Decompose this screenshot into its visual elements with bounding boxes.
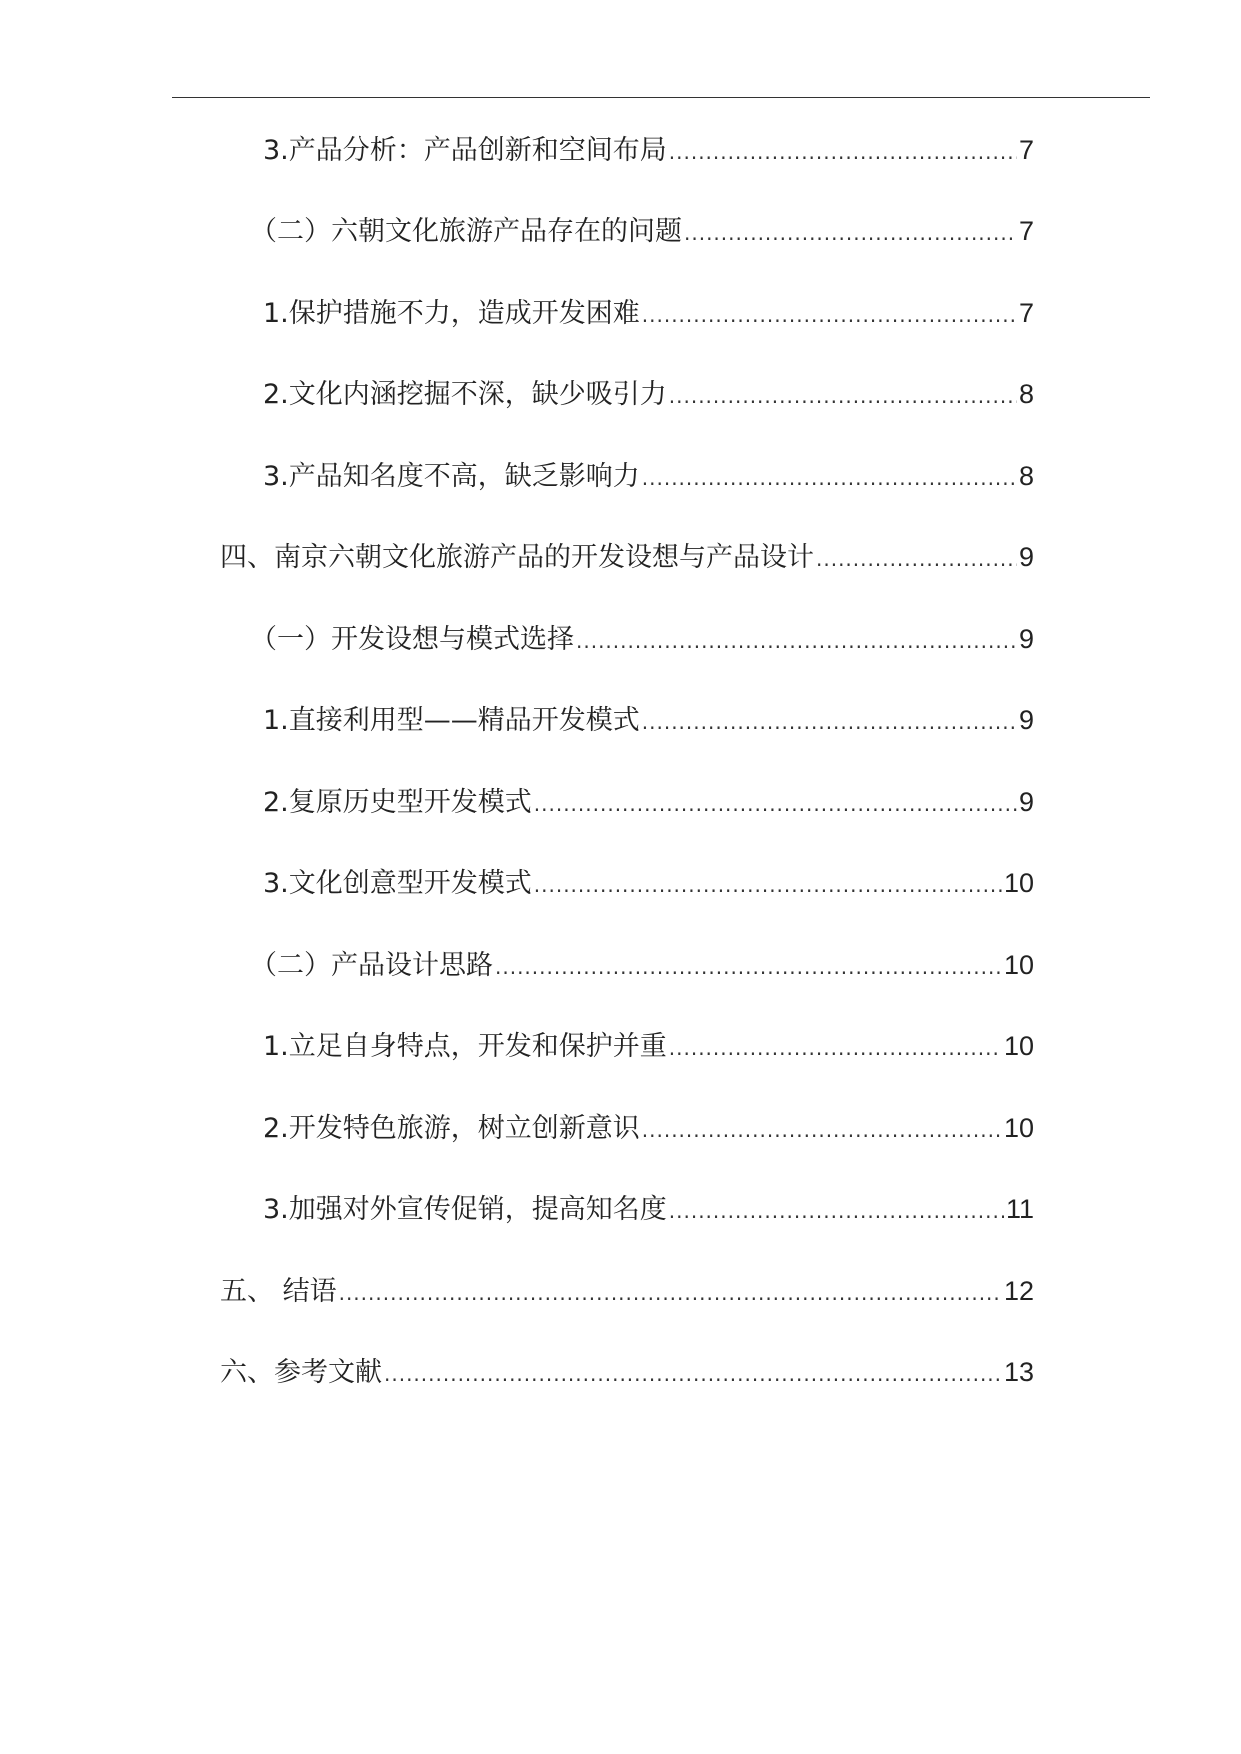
toc-entry[interactable]: [250, 211, 1034, 251]
toc-entry-title: 2.复原历史型开发模式: [263, 787, 532, 818]
toc-entry[interactable]: [220, 1271, 1034, 1311]
toc-entry-page: 10: [1003, 1113, 1034, 1143]
toc-entry-page: 9: [1018, 705, 1034, 735]
toc-entry[interactable]: [263, 700, 1034, 740]
toc-dot-leader: [669, 131, 1017, 172]
toc-entry-title: 2.文化内涵挖掘不深，缺少吸引力: [263, 379, 667, 410]
toc-entry-page: 13: [1003, 1357, 1034, 1387]
toc-entry[interactable]: [263, 1189, 1034, 1229]
toc-dot-leader: [534, 864, 1002, 905]
toc-dot-leader: [669, 375, 1017, 416]
toc-entry-page: 10: [1003, 1031, 1034, 1061]
toc-entry[interactable]: [263, 863, 1034, 903]
toc-entry-page: 9: [1018, 542, 1034, 572]
toc-dot-leader: [642, 294, 1017, 335]
toc-dot-leader: [669, 1190, 1004, 1231]
toc-entry-title: 3.产品知名度不高，缺乏影响力: [263, 461, 640, 492]
toc-entry-title: （二）六朝文化旅游产品存在的问题: [250, 216, 682, 247]
toc-entry-page: 8: [1018, 379, 1034, 409]
toc-entry-title: 四、南京六朝文化旅游产品的开发设想与产品设计: [220, 542, 814, 573]
toc-entry-page: 7: [1018, 135, 1034, 165]
toc-entry[interactable]: [263, 130, 1034, 170]
toc-entry-title: 2.开发特色旅游，树立创新意识: [263, 1113, 640, 1144]
toc-dot-leader: [642, 1109, 1002, 1150]
toc-entry-title: 1.立足自身特点，开发和保护并重: [263, 1031, 667, 1062]
toc-entry-page: 8: [1018, 461, 1034, 491]
toc-entry-page: 9: [1018, 624, 1034, 654]
toc-entry-page: 7: [1018, 298, 1034, 328]
toc-entry[interactable]: [263, 374, 1034, 414]
toc-entry[interactable]: [220, 537, 1034, 577]
toc-entry[interactable]: [250, 619, 1034, 659]
toc-entry-title: 五、 结语: [220, 1276, 337, 1307]
toc-entry[interactable]: [263, 1026, 1034, 1066]
toc-entry-title: 1.直接利用型——精品开发模式: [263, 705, 640, 736]
toc-entry-title: 六、参考文献: [220, 1357, 382, 1388]
toc-entry-title: （二）产品设计思路: [250, 950, 493, 981]
toc-entry-page: 12: [1003, 1276, 1034, 1306]
toc-dot-leader: [642, 457, 1017, 498]
toc-entry-page: 11: [1005, 1194, 1034, 1224]
toc-dot-leader: [495, 946, 1002, 987]
toc-dot-leader: [384, 1353, 1002, 1394]
toc-entry[interactable]: [263, 293, 1034, 333]
toc-entry[interactable]: [263, 1108, 1034, 1148]
toc-dot-leader: [642, 701, 1017, 742]
toc-dot-leader: [534, 783, 1017, 824]
toc-entry-title: 1.保护措施不力，造成开发困难: [263, 298, 640, 329]
toc-entry[interactable]: [220, 1352, 1034, 1392]
toc-entry[interactable]: [250, 945, 1034, 985]
header-rule: [172, 97, 1150, 98]
toc-dot-leader: [576, 620, 1017, 661]
toc-entry-title: 3.产品分析：产品创新和空间布局: [263, 135, 667, 166]
toc-entry-page: 10: [1003, 950, 1034, 980]
toc-entry-title: （一）开发设想与模式选择: [250, 624, 574, 655]
toc-entry-page: 9: [1018, 787, 1034, 817]
toc-entry-title: 3.加强对外宣传促销，提高知名度: [263, 1194, 667, 1225]
toc-dot-leader: [684, 212, 1017, 253]
toc-entry-title: 3.文化创意型开发模式: [263, 868, 532, 899]
toc-dot-leader: [816, 538, 1017, 579]
toc-dot-leader: [339, 1272, 1002, 1313]
toc-dot-leader: [669, 1027, 1002, 1068]
toc-entry-page: 7: [1018, 216, 1034, 246]
toc-entry[interactable]: [263, 782, 1034, 822]
toc-entry[interactable]: [263, 456, 1034, 496]
toc-entry-page: 10: [1003, 868, 1034, 898]
